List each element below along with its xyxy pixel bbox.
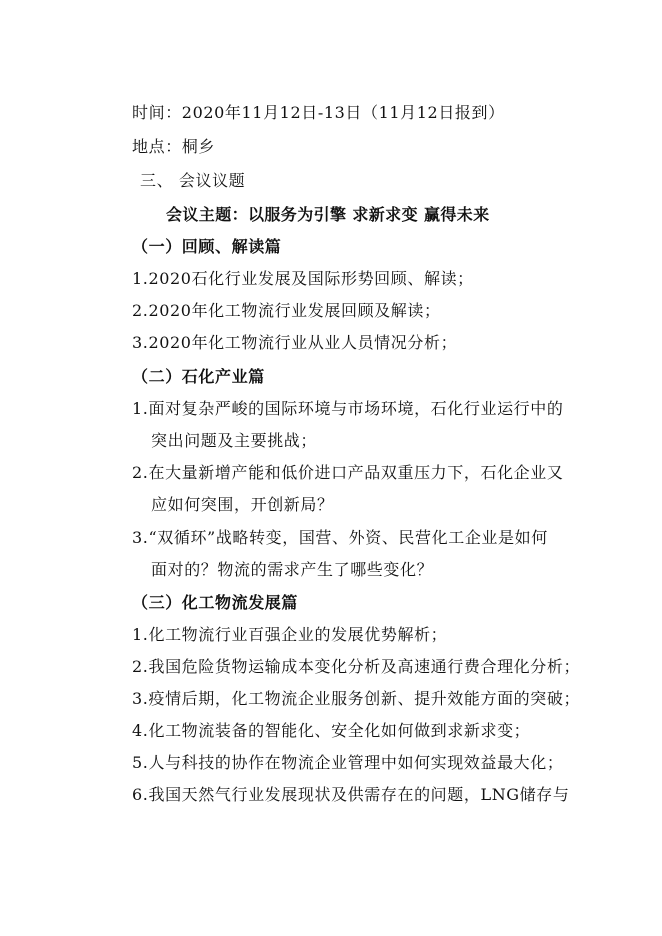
list-item: 3.疫情后期，化工物流企业服务创新、提升效能方面的突破； (132, 689, 581, 708)
list-item: 3.“双循环”战略转变，国营、外资、民营化工企业是如何 (132, 528, 548, 547)
list-item: 2.在大量新增产能和低价进口产品双重压力下，石化企业又 (132, 463, 564, 482)
list-item: 1.化工物流行业百强企业的发展优势解析； (132, 625, 448, 644)
list-item: 6.我国天然气行业发展现状及供需存在的问题，LNG储存与 (132, 785, 570, 804)
list-item: 5.人与科技的协作在物流企业管理中如何实现效益最大化； (132, 753, 564, 772)
section-title: 三、 会议议题 (140, 171, 246, 190)
list-item: 4.化工物流装备的智能化、安全化如何做到求新求变； (132, 721, 531, 740)
list-item: 1.2020石化行业发展及国际形势回顾、解读； (132, 269, 474, 288)
meeting-place: 地点：桐乡 (132, 137, 216, 156)
list-item: 1.面对复杂严峻的国际环境与市场环境，石化行业运行中的 (132, 399, 564, 418)
list-item-continuation: 面对的？物流的需求产生了哪些变化？ (151, 560, 434, 579)
meeting-theme: 会议主题：以服务为引擎 求新求变 赢得未来 (166, 205, 490, 224)
list-item-continuation: 突出问题及主要挑战； (151, 431, 318, 450)
part1-title: （一）回顾、解读篇 (132, 237, 282, 256)
list-item: 3.2020年化工物流行业从业人员情况分析； (132, 333, 458, 352)
list-item: 2.我国危险货物运输成本变化分析及高速通行费合理化分析； (132, 657, 581, 676)
list-item: 2.2020年化工物流行业发展回顾及解读； (132, 301, 441, 320)
meeting-time: 时间：2020年11月12日-13日（11月12日报到） (132, 103, 505, 122)
list-item-continuation: 应如何突围，开创新局？ (151, 495, 334, 514)
part3-title: （三）化工物流发展篇 (132, 593, 299, 612)
part2-title: （二）石化产业篇 (132, 367, 265, 386)
